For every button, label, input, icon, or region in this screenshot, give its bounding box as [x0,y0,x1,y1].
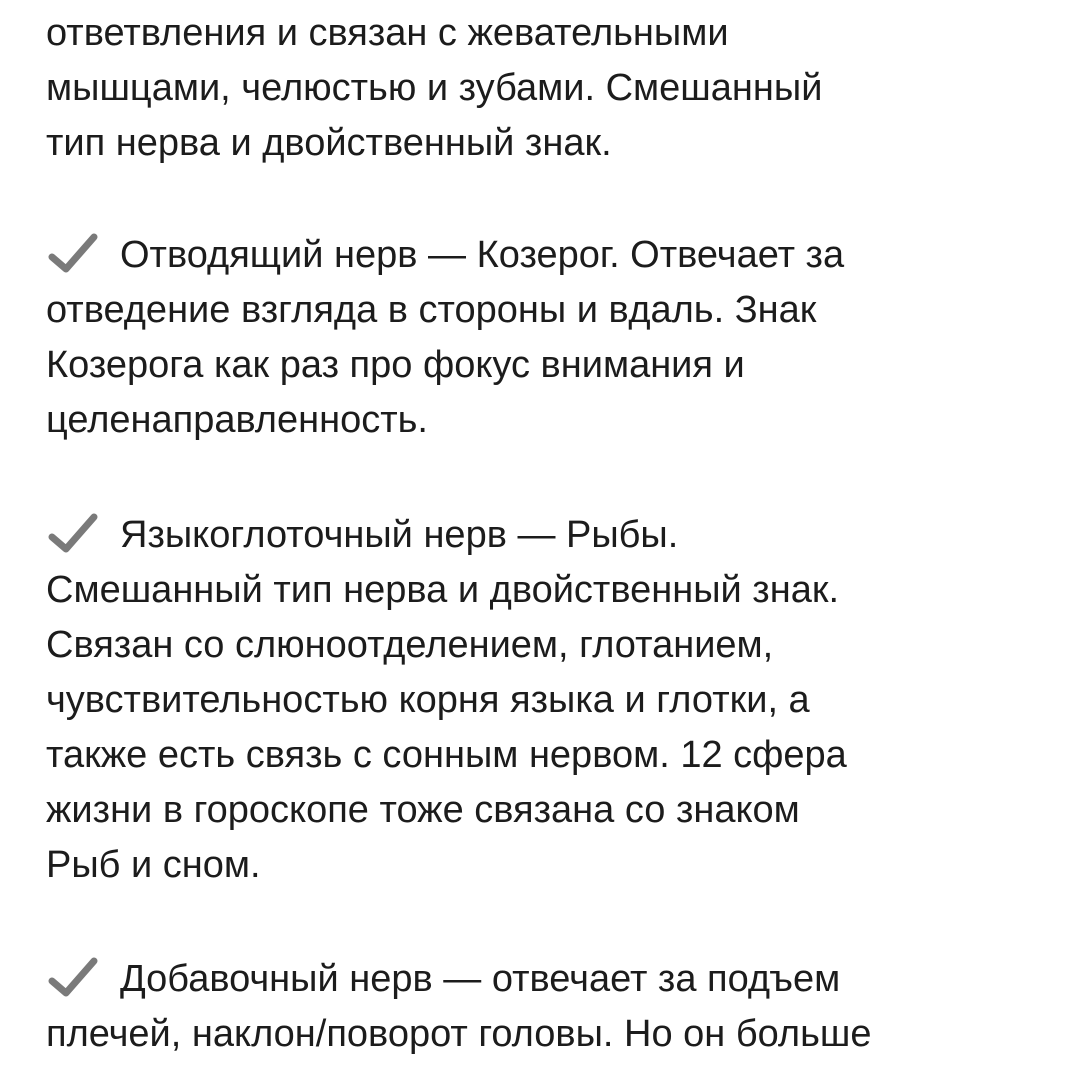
checkmark-icon [46,955,100,999]
paragraph-line: Отводящий нерв — Козерог. Отвечает за [120,234,845,276]
paragraph-line: ответвления и связан с жевательными [46,12,729,54]
paragraph-trigeminal-continuation [46,6,1046,171]
paragraph-first-line [46,228,1046,283]
paragraph-accessory [46,952,1046,1062]
paragraph-line: Языкоглоточный нерв — Рыбы. [120,514,679,556]
paragraph-first-line [46,952,1046,1007]
paragraph-glossopharyngeal [46,508,1046,893]
paragraph-line: отведение взгляда в стороны и вдаль. Знак [46,289,817,331]
paragraph-line: Козерога как раз про фокус внимания и [46,344,745,386]
paragraph-line: плечей, наклон/поворот головы. Но он больше [46,1013,872,1055]
paragraph-line: жизни в гороскопе тоже связана со знаком [46,789,800,831]
checkmark-icon [46,511,100,555]
paragraph-line: целенаправленность. [46,399,428,441]
paragraph-line: Добавочный нерв — отвечает за подъем [120,958,841,1000]
paragraph-abducens [46,228,1046,448]
paragraph-line: чувствительностью корня языка и глотки, а [46,679,810,721]
paragraph-line: также есть связь с сонным нервом. 12 сфера [46,734,847,776]
paragraph-line: Смешанный тип нерва и двойственный знак. [46,569,840,611]
paragraph-line: мышцами, челюстью и зубами. Смешанный [46,67,823,109]
paragraph-line: тип нерва и двойственный знак. [46,122,612,164]
paragraph-first-line [46,508,1046,563]
paragraph-line: Связан со слюноотделением, глотанием, [46,624,774,666]
paragraph-line: Рыб и сном. [46,844,261,886]
checkmark-icon [46,231,100,275]
